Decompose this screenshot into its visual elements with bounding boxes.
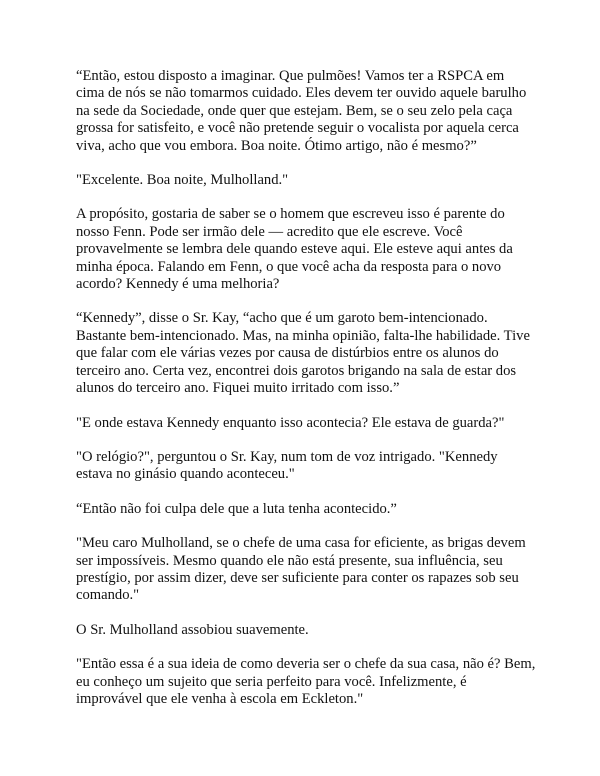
- paragraph-8: "Meu caro Mulholland, se o chefe de uma casa for eficiente, as brigas devem ser impossíveis. Mesmo quando ele não está presente, sua influência, seu prestígio, por assim dizer, deve ser suficiente para conter os rapazes sob seu comando.": [76, 535, 526, 604]
- paragraph-6: "O relógio?", perguntou o Sr. Kay, num tom de voz intrigado. "Kennedy estava no ginásio quando aconteceu.": [76, 448, 498, 483]
- document-page: [76, 68, 536, 725]
- paragraph-3: A propósito, gostaria de saber se o homem que escreveu isso é parente do nosso Fenn. Pode ser irmão dele — acredito que ele escreve. Você provavelmente se lembra dele quando esteve aqui. Ele esteve aqui antes da minha época. Falando em Fenn, o que você acha da resposta para o novo acordo? Kennedy é uma melhoria?: [76, 206, 513, 293]
- paragraph-1: “Então, estou disposto a imaginar. Que pulmões! Vamos ter a RSPCA em cima de nós se não tomarmos cuidado. Eles devem ter ouvido aquele barulho na sede da Sociedade, onde quer que estejam. Bem, se o seu zelo pela caça grossa for satisfeito, e você não pretende seguir o vocalista por aquela cerca viva, acho que vou embora. Boa noite. Ótimo artigo, não é mesmo?”: [76, 68, 527, 154]
- paragraph-9: O Sr. Mulholland assobiou suavemente.: [76, 621, 309, 638]
- paragraph-2: "Excelente. Boa noite, Mulholland.": [76, 172, 289, 189]
- paragraph-7: “Então não foi culpa dele que a luta tenha acontecido.”: [76, 500, 397, 517]
- paragraph-5: "E onde estava Kennedy enquanto isso acontecia? Ele estava de guarda?": [76, 414, 505, 431]
- paragraph-4: “Kennedy”, disse o Sr. Kay, “acho que é um garoto bem-intencionado. Bastante bem-intencionado. Mas, na minha opinião, falta-lhe habilidade. Tive que falar com ele várias vezes por causa de distúrbios entre os alunos do terceiro ano. Certa vez, encontrei dois garotos brigando na sala de estar dos alunos do terceiro ano. Fiquei muito irritado com isso.”: [76, 310, 530, 397]
- paragraph-10: "Então essa é a sua ideia de como deveria ser o chefe da sua casa, não é? Bem, eu conheço um sujeito que seria perfeito para você. Infelizmente, é improvável que ele venha à escola em Eckleton.": [76, 656, 536, 707]
